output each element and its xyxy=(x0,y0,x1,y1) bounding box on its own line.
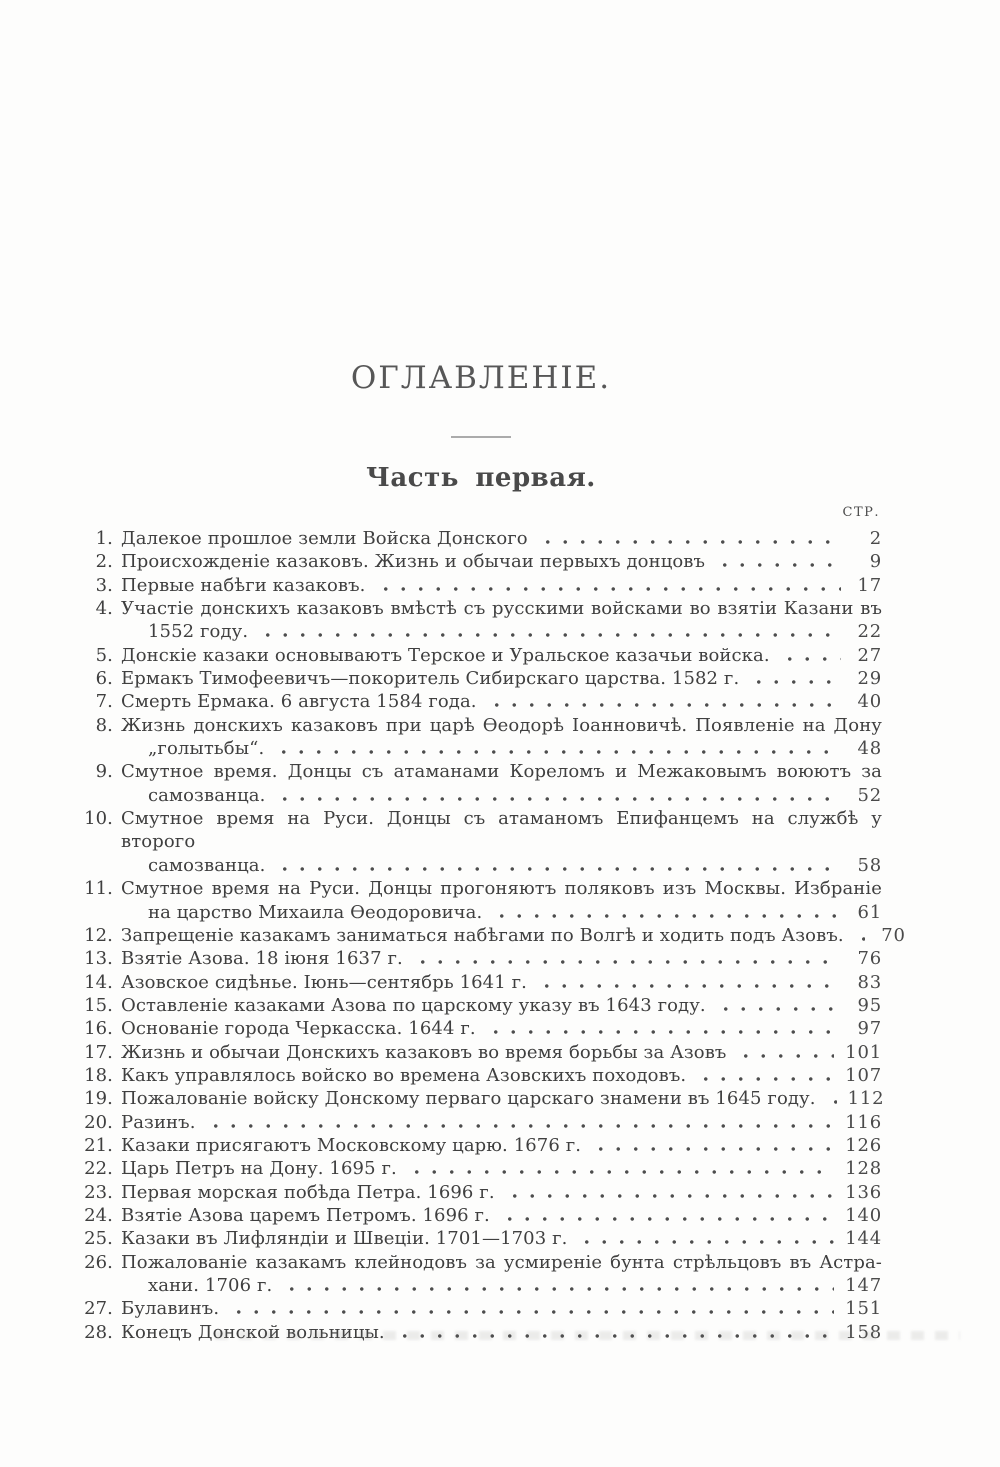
toc-entry-page: 29 xyxy=(857,668,882,690)
toc-row xyxy=(80,1134,882,1157)
part-heading: Часть первая. xyxy=(366,463,596,493)
toc-entry-number: 23. xyxy=(84,1181,113,1203)
toc-entry-title: Жизнь и обычаи Донскихъ казаковъ во время борьбы за Азовъ xyxy=(121,1041,727,1063)
toc-entry-title: Какъ управлялось войско во времена Азовскихъ походовъ. xyxy=(121,1064,687,1086)
dot-leader xyxy=(406,1170,834,1174)
toc-entry-page: 158 xyxy=(845,1321,882,1343)
dot-leader xyxy=(412,960,841,964)
toc-entry-title: Происхожденіе казаковъ. Жизнь и обычаи первыхъ донцовъ xyxy=(121,551,706,573)
toc-entry-page: 128 xyxy=(845,1158,882,1180)
toc-row xyxy=(80,807,882,854)
dot-leader xyxy=(825,1100,837,1104)
dot-leader xyxy=(779,657,841,661)
page-bleed-through xyxy=(215,1331,960,1340)
toc-row xyxy=(80,550,882,573)
dot-leader xyxy=(576,1240,834,1244)
toc-entry-number: 17. xyxy=(84,1041,113,1063)
toc-row xyxy=(80,714,882,737)
toc-entry-number: 27. xyxy=(84,1298,113,1320)
toc-entry-number: 21. xyxy=(84,1134,113,1156)
dot-leader xyxy=(853,937,865,941)
toc-entry-number: 11. xyxy=(84,878,113,900)
toc-entry-number: 16. xyxy=(84,1018,113,1040)
toc-entry-title: Донскіе казаки основываютъ Терское и Уральское казачьи войска. xyxy=(121,644,770,666)
dot-leader xyxy=(257,633,841,637)
toc-entry-page: 2 xyxy=(869,528,882,549)
toc-entry-title: Запрещеніе казакамъ заниматься набѣгами по Волгѣ и ходить подъ Азовъ. xyxy=(121,924,844,946)
toc-row xyxy=(80,947,882,970)
toc-row xyxy=(80,784,882,807)
toc-entry-title: Смутное время на Руси. Донцы съ атаманомъ Епифанцемъ на службѣ у второго xyxy=(121,808,882,853)
toc-entry-number: 25. xyxy=(84,1228,113,1250)
toc-entry-title: Азовское сидѣнье. Іюнь—сентябрь 1641 г. xyxy=(121,971,527,993)
dot-leader xyxy=(228,1310,834,1314)
toc-entry-page: 22 xyxy=(857,621,882,643)
toc-row xyxy=(80,667,882,690)
toc-entry-number: 12. xyxy=(84,924,113,946)
toc-row xyxy=(80,1227,882,1250)
toc-entry-number: 2. xyxy=(95,551,113,573)
toc-entry-page: 17 xyxy=(857,574,882,596)
toc-entry-title: Первая морская побѣда Петра. 1696 г. xyxy=(121,1181,495,1203)
dot-leader xyxy=(273,750,841,754)
toc-entry-number: 1. xyxy=(95,528,113,549)
toc-entry-page: 83 xyxy=(857,971,882,993)
dot-leader xyxy=(499,1217,834,1221)
toc-entry-number: 5. xyxy=(95,644,113,666)
toc-entry-number: 28. xyxy=(84,1321,113,1343)
dot-leader xyxy=(590,1147,834,1151)
toc-entry-title: Оставленіе казаками Азова по царскому указу въ 1643 году. xyxy=(121,994,706,1016)
toc-row xyxy=(80,620,882,643)
toc-entry-page: 52 xyxy=(857,784,882,806)
toc-entry-page: 107 xyxy=(845,1064,882,1086)
toc-row xyxy=(80,644,882,667)
toc-entry-number: 4. xyxy=(95,598,113,620)
toc-entry-title: 1552 году. xyxy=(148,621,249,643)
toc-entry-page: 61 xyxy=(857,901,882,923)
toc-entry-number: 9. xyxy=(95,761,113,783)
toc-row xyxy=(80,854,882,877)
toc-row xyxy=(80,877,882,900)
title-divider-rule xyxy=(451,436,511,438)
toc-row xyxy=(80,1251,882,1274)
toc-entry-page: 101 xyxy=(845,1041,882,1063)
toc-row xyxy=(80,924,906,947)
toc-entry-title: Ермакъ Тимофеевичъ—покоритель Сибирскаго царства. 1582 г. xyxy=(121,668,740,690)
toc-entry-title: Взятіе Азова царемъ Петромъ. 1696 г. xyxy=(121,1204,490,1226)
toc-row xyxy=(80,1181,882,1204)
toc-entry-title: Пожалованіе войску Донскому перваго царскаго знамени въ 1645 году. xyxy=(121,1088,816,1110)
toc-row xyxy=(80,737,882,760)
toc-row xyxy=(80,1204,882,1227)
toc-entry-number: 3. xyxy=(95,574,113,596)
toc-entry-page: 116 xyxy=(845,1111,882,1133)
toc-entry-number: 22. xyxy=(84,1158,113,1180)
dot-leader xyxy=(748,680,841,684)
page-content xyxy=(80,0,906,1467)
dot-leader xyxy=(281,1287,834,1291)
toc-row xyxy=(80,971,882,994)
toc-list xyxy=(80,527,906,1344)
toc-row xyxy=(80,994,882,1017)
toc-row xyxy=(80,760,882,783)
toc-row xyxy=(80,527,882,550)
toc-row xyxy=(80,901,882,924)
toc-entry-title: Жизнь донскихъ казаковъ при царѣ Ѳеодорѣ Іоанновичѣ. Появленіе на Дону xyxy=(121,714,882,736)
dot-leader xyxy=(695,1077,834,1081)
toc-row xyxy=(80,690,882,713)
toc-entry-title: хани. 1706 г. xyxy=(148,1275,273,1296)
toc-row xyxy=(80,1157,882,1180)
toc-entry-title: Смутное время на Руси. Донцы прогоняютъ поляковъ изъ Москвы. Избраніе xyxy=(121,878,882,900)
page-title: ОГЛАВЛЕНІЕ. xyxy=(350,360,612,396)
toc-entry-number: 6. xyxy=(95,668,113,690)
toc-row xyxy=(80,1087,885,1110)
toc-row xyxy=(80,1274,882,1297)
dot-leader xyxy=(491,914,841,918)
toc-row xyxy=(80,1111,882,1134)
toc-entry-page: 58 xyxy=(857,854,882,876)
toc-entry-page: 97 xyxy=(857,1018,882,1040)
toc-entry-page: 147 xyxy=(845,1275,882,1296)
toc-entry-page: 40 xyxy=(857,691,882,713)
toc-entry-page: 27 xyxy=(857,644,882,666)
toc-entry-page: 151 xyxy=(845,1298,882,1320)
toc-entry-title: Казаки присягаютъ Московскому царю. 1676 г. xyxy=(121,1134,582,1156)
toc-entry-title: Конецъ Донской вольницы. xyxy=(121,1321,385,1343)
toc-entry-number: 13. xyxy=(84,948,113,970)
toc-row xyxy=(80,1297,882,1320)
dot-leader xyxy=(735,1054,834,1058)
toc-entry-title: Смутное время. Донцы съ атаманами Кореломъ и Межаковымъ воюютъ за xyxy=(121,761,882,783)
toc-entry-page: 144 xyxy=(845,1228,882,1250)
toc-entry-title: Первые набѣги казаковъ. xyxy=(121,574,366,596)
toc-entry-number: 18. xyxy=(84,1064,113,1086)
toc-entry-title: Основаніе города Черкасска. 1644 г. xyxy=(121,1018,476,1040)
toc-entry-page: 70 xyxy=(881,924,906,946)
toc-entry-title: „голытьбы“. xyxy=(148,738,265,760)
toc-entry-page: 126 xyxy=(845,1134,882,1156)
toc-entry-title: Пожалованіе казакамъ клейнодовъ за усмиреніе бунта стрѣльцовъ въ Астра- xyxy=(121,1251,882,1273)
toc-entry-title: Взятіе Азова. 18 іюня 1637 г. xyxy=(121,948,403,970)
dot-leader xyxy=(504,1194,835,1198)
dot-leader xyxy=(537,540,841,544)
dot-leader xyxy=(714,563,841,567)
toc-entry-title: самозванца. xyxy=(148,854,266,876)
toc-entry-number: 7. xyxy=(95,691,113,713)
dot-leader xyxy=(274,797,841,801)
dot-leader xyxy=(715,1007,841,1011)
dot-leader xyxy=(486,703,841,707)
toc-entry-title: Булавинъ. xyxy=(121,1298,220,1320)
toc-row xyxy=(80,1017,882,1040)
toc-entry-page: 136 xyxy=(845,1181,882,1203)
dot-leader xyxy=(205,1124,835,1128)
toc-entry-number: 20. xyxy=(84,1111,113,1133)
toc-entry-page: 48 xyxy=(857,738,882,760)
toc-entry-title: Казаки въ Лифляндіи и Швеціи. 1701—1703 г. xyxy=(121,1228,568,1250)
toc-entry-title: Смерть Ермака. 6 августа 1584 года. xyxy=(121,691,477,713)
toc-entry-number: 24. xyxy=(84,1204,113,1226)
toc-row xyxy=(80,574,882,597)
dot-leader xyxy=(274,867,841,871)
toc-entry-title: Далекое прошлое земли Войска Донского xyxy=(121,528,528,549)
toc-entry-title: Участіе донскихъ казаковъ вмѣстѣ съ русскими войсками во взятіи Казани въ xyxy=(121,598,882,620)
toc-entry-number: 8. xyxy=(95,714,113,736)
toc-entry-title: самозванца. xyxy=(148,784,266,806)
toc-row xyxy=(80,1041,882,1064)
toc-entry-page: 9 xyxy=(869,551,882,573)
dot-leader xyxy=(536,984,841,988)
toc-entry-title: Царь Петръ на Дону. 1695 г. xyxy=(121,1158,397,1180)
toc-entry-number: 26. xyxy=(84,1251,113,1273)
toc-row xyxy=(80,1064,882,1087)
toc-entry-page: 95 xyxy=(857,994,882,1016)
toc-row xyxy=(80,597,882,620)
toc-entry-page: 76 xyxy=(857,948,882,970)
toc-entry-number: 19. xyxy=(84,1088,113,1110)
toc-entry-number: 14. xyxy=(84,971,113,993)
toc-entry-number: 10. xyxy=(84,808,113,830)
page-column-header: СТР. xyxy=(842,505,880,520)
dot-leader xyxy=(485,1030,841,1034)
dot-leader xyxy=(375,587,842,591)
toc-entry-title: на царство Михаила Ѳеодоровича. xyxy=(148,901,483,923)
toc-entry-page: 112 xyxy=(847,1088,885,1110)
toc-entry-title: Разинъ. xyxy=(121,1111,196,1133)
toc-entry-page: 140 xyxy=(845,1204,882,1226)
toc-entry-number: 15. xyxy=(84,994,113,1016)
